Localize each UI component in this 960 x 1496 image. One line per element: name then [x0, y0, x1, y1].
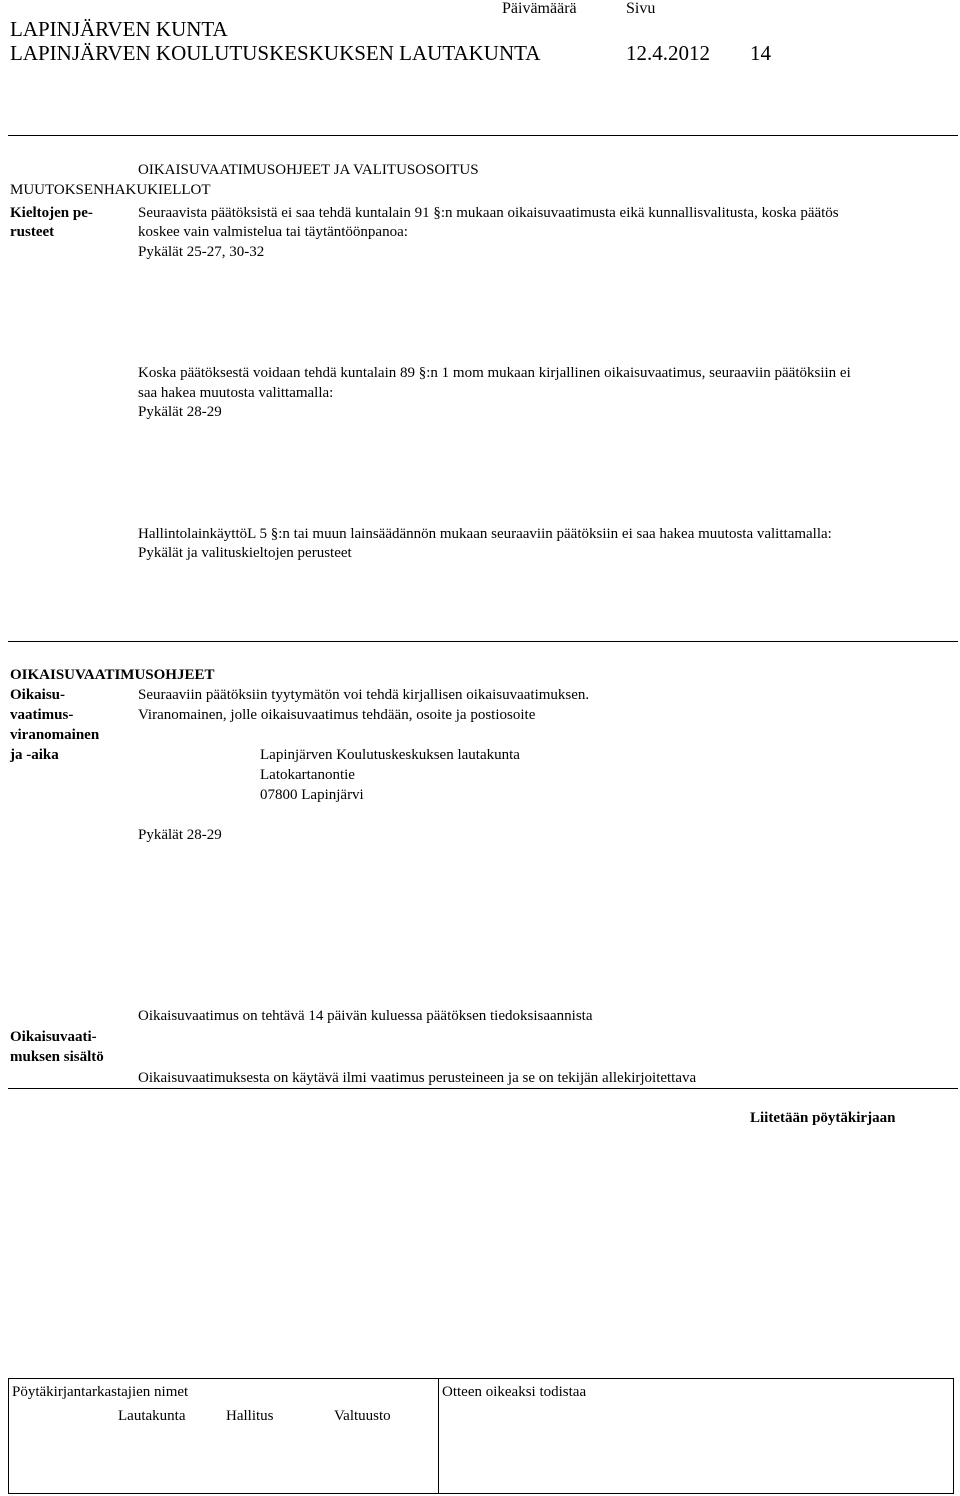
instructions-line2: Viranomainen, jolle oikaisuvaatimus tehdään, osoite ja postiosoite [138, 707, 536, 723]
document-title: OIKAISUVAATIMUSOHJEET JA VALITUSOSOITUS [138, 162, 479, 178]
instructions-label-line1: Oikaisu- [10, 687, 66, 703]
authority-postal: 07800 Lapinjärvi [260, 787, 364, 803]
instructions-label-line3: viranomainen [10, 727, 100, 743]
board-name: LAPINJÄRVEN KOULUTUSKESKUKSEN LAUTAKUNTA [10, 41, 541, 65]
rectification-decisions-text-line1: Koska päätöksestä voidaan tehdä kuntalain 89 §:n 1 mom mukaan kirjallinen oikaisuvaatimus, seuraaviin päätöksiin ei [138, 365, 851, 381]
footer-certified-label: Otteen oikeaksi todistaa [442, 1384, 587, 1400]
instructions-line1: Seuraaviin päätöksiin tyytymätön voi tehdä kirjallisen oikaisuvaatimuksen. [138, 687, 590, 703]
prep-decisions-text-line1: Seuraavista päätöksistä ei saa tehdä kuntalain 91 §:n mukaan oikaisuvaatimusta eikä kunnallisvalitusta, koska päätös [138, 205, 839, 221]
content-label-line1: Oikaisuvaati- [10, 1029, 97, 1045]
municipality-name: LAPINJÄRVEN KUNTA [10, 17, 228, 41]
content-divider [8, 1088, 958, 1089]
prohibitions-label-line2: rusteet [10, 224, 55, 240]
instructions-label-line2: vaatimus- [10, 707, 74, 723]
deadline-text: Oikaisuvaatimus on tehtävä 14 päivän kuluessa päätöksen tiedoksisaannista [138, 1008, 593, 1024]
instructions-heading: OIKAISUVAATIMUSOHJEET [10, 667, 215, 683]
prep-decisions-text-line2: koskee vain valmistelua tai täytäntöönpanoa: [138, 224, 408, 240]
footer-board-lautakunta: Lautakunta [118, 1408, 186, 1424]
document-date: 12.4.2012 [626, 41, 710, 65]
instructions-label-line4: ja -aika [10, 747, 59, 763]
prohibitions-label-line1: Kieltojen pe- [10, 205, 93, 221]
rectification-decisions-sections: Pykälät 28-29 [138, 404, 222, 420]
date-label: Päivämäärä [502, 0, 577, 17]
header-divider [8, 135, 958, 136]
footer-board-hallitus: Hallitus [226, 1408, 274, 1424]
page-number: 14 [750, 41, 771, 65]
footer-divider [438, 1378, 439, 1494]
authority-name: Lapinjärven Koulutuskeskuksen lautakunta [260, 747, 520, 763]
rectification-decisions-text-line2: saa hakea muutosta valittamalla: [138, 385, 334, 401]
prohibitions-heading: MUUTOKSENHAKUKIELLOT [10, 182, 211, 198]
prep-decisions-sections: Pykälät 25-27, 30-32 [138, 244, 265, 260]
footer-board-valtuusto: Valtuusto [334, 1408, 391, 1424]
page-label: Sivu [626, 0, 656, 17]
content-label-line2: muksen sisältö [10, 1049, 104, 1065]
authority-street: Latokartanontie [260, 767, 355, 783]
other-law-text: HallintolainkäyttöL 5 §:n tai muun lainsäädännön mukaan seuraaviin päätöksiin ei saa hakea muutosta valittamalla: [138, 526, 832, 542]
content-requirements-text: Oikaisuvaatimuksesta on käytävä ilmi vaatimus perusteineen ja se on tekijän allekirjoitettava [138, 1070, 697, 1086]
footer-checkers-label: Pöytäkirjantarkastajien nimet [12, 1384, 189, 1400]
attachment-note: Liitetään pöytäkirjaan [750, 1110, 896, 1126]
other-law-sections: Pykälät ja valituskieltojen perusteet [138, 545, 352, 561]
instructions-sections: Pykälät 28-29 [138, 827, 222, 843]
section-divider [8, 641, 958, 642]
